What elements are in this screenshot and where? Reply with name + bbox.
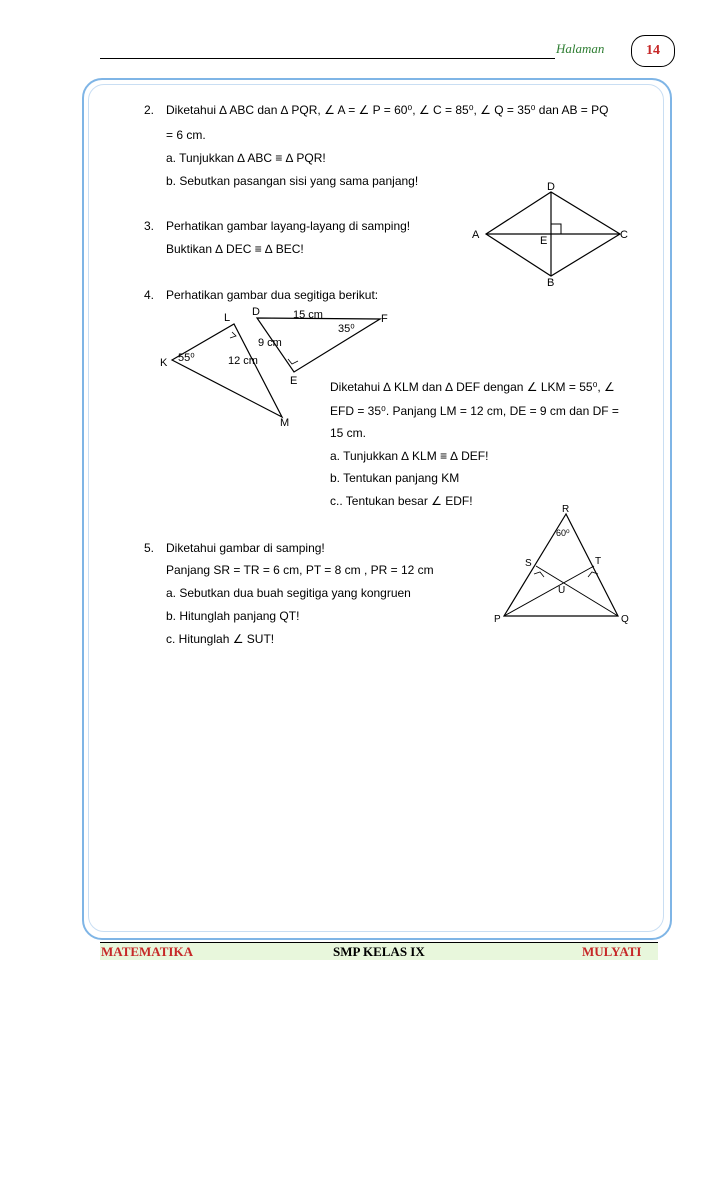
label-q: Q: [621, 614, 629, 625]
triangle-pqr-figure: [488, 500, 636, 628]
q3-line1: Perhatikan gambar layang-layang di samping!: [166, 219, 411, 233]
kite-label-b: B: [547, 277, 555, 288]
label-r: R: [562, 504, 570, 515]
label-d: D: [252, 306, 260, 318]
q2-part-a: a. Tunjukkan ∆ ABC ≡ ∆ PQR!: [166, 151, 326, 165]
q4-number: 4.: [144, 288, 155, 302]
q5-part-a: a. Sebutkan dua buah segitiga yang kongruen: [166, 586, 411, 600]
q5-line2: Panjang SR = TR = 6 cm, PT = 8 cm , PR = 12 cm: [166, 563, 434, 577]
label-df: 15 cm: [293, 309, 323, 321]
angle-mark-s: [534, 572, 544, 577]
angle-mark-e: [288, 359, 298, 364]
page-number-badge: 14: [631, 35, 675, 67]
label-u: U: [558, 585, 566, 596]
label-lm: 12 cm: [228, 355, 258, 367]
header-rule: [100, 58, 555, 59]
label-angle-r: 60⁰: [556, 528, 570, 538]
label-m: M: [280, 417, 290, 429]
label-p: P: [494, 614, 501, 625]
q5-number: 5.: [144, 541, 155, 555]
q3-number: 3.: [144, 219, 155, 233]
kite-label-c: C: [620, 229, 628, 241]
kite-label-d: D: [547, 181, 555, 193]
kite-label-a: A: [472, 229, 480, 241]
label-s: S: [525, 558, 532, 569]
q2-part-b: b. Sebutkan pasangan sisi yang sama panjang!: [166, 174, 419, 188]
label-de: 9 cm: [258, 337, 282, 349]
footer-subject: MATEMATIKA: [101, 944, 193, 959]
q5-line1: Diketahui gambar di samping!: [166, 541, 325, 555]
q3-line2: Buktikan ∆ DEC ≡ ∆ BEC!: [166, 242, 304, 256]
label-angle-f: 35⁰: [338, 323, 355, 335]
q4-part-a: a. Tunjukkan ∆ KLM ≡ ∆ DEF!: [330, 449, 489, 463]
q2-line2: = 6 cm.: [166, 128, 206, 142]
q2-number: 2.: [144, 103, 155, 117]
label-t: T: [595, 556, 602, 567]
q4-part-b: b. Tentukan panjang KM: [330, 471, 460, 485]
q5-part-c: c. Hitunglah ∠ SUT!: [166, 632, 275, 646]
label-l: L: [224, 312, 231, 324]
halaman-label: Halaman: [556, 41, 605, 56]
q4-text2: EFD = 35⁰. Panjang LM = 12 cm, DE = 9 cm dan DF =: [330, 404, 619, 418]
q4-part-c: c.. Tentukan besar ∠ EDF!: [330, 494, 473, 508]
kite-label-e: E: [540, 235, 548, 247]
label-angle-k: 55⁰: [178, 352, 195, 364]
right-angle-mark: [551, 224, 561, 234]
label-e: E: [290, 375, 298, 387]
label-k: K: [160, 357, 168, 369]
angle-mark-l: [230, 332, 236, 338]
q4-text3: 15 cm.: [330, 426, 367, 440]
footer-class: SMP KELAS IX: [333, 944, 425, 959]
label-f: F: [381, 313, 388, 325]
q5-part-b: b. Hitunglah panjang QT!: [166, 609, 300, 623]
q2-line1: Diketahui ∆ ABC dan ∆ PQR, ∠ A = ∠ P = 60⁰, ∠ C = 85⁰, ∠ Q = 35⁰ dan AB = PQ: [166, 103, 609, 117]
q4-text1: Diketahui ∆ KLM dan ∆ DEF dengan ∠ LKM = 55⁰, ∠: [330, 380, 615, 394]
kite-figure: [464, 176, 634, 288]
q4-line1: Perhatikan gambar dua segitiga berikut:: [166, 288, 379, 302]
footer-author: MULYATI: [582, 944, 642, 959]
